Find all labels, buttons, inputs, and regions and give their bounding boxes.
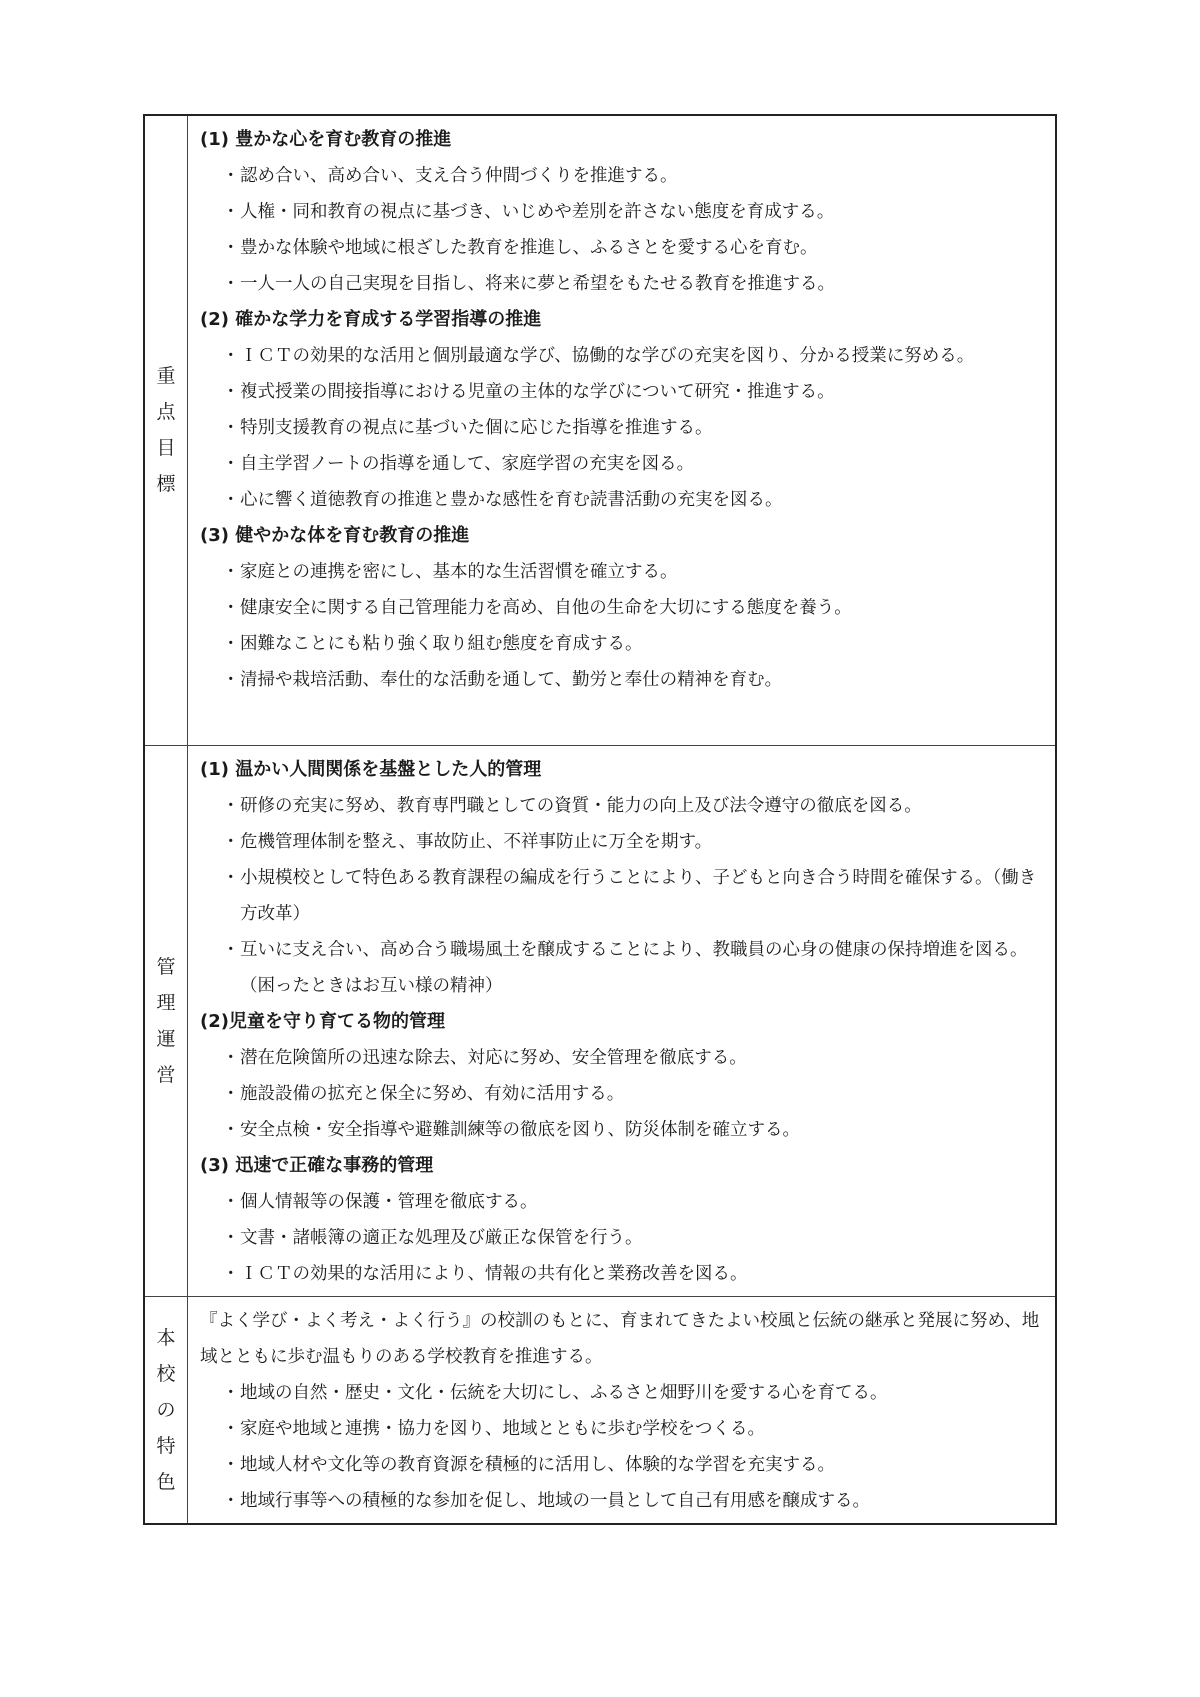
section-row-priority-goals — [144, 115, 1056, 745]
list-item: ・家庭や地域と連携・協力を図り、地域とともに歩む学校をつくる。 — [222, 1418, 765, 1439]
list-item: ・個人情報等の保護・管理を徹底する。 — [222, 1191, 538, 1212]
group-heading: (3) 健やかな体を育む教育の推進 — [200, 525, 470, 546]
list-item: ・認め合い、高め合い、支え合う仲間づくりを推進する。 — [222, 166, 678, 186]
list-item: ・特別支援教育の視点に基づいた個に応じた指導を推進する。 — [222, 418, 713, 438]
list-item: ・困難なことにも粘り強く取り組む態度を育成する。 — [222, 634, 643, 654]
label-char: 目 — [156, 437, 176, 460]
section-content-priority-goals — [188, 115, 1057, 745]
list-item: ・地域の自然・歴史・文化・伝統を大切にし、ふるさと畑野川を愛する心を育てる。 — [222, 1382, 888, 1403]
list-item: ・安全点検・安全指導や避難訓練等の徹底を図り、防災体制を確立する。 — [222, 1119, 800, 1140]
list-item: ・地域行事等への積極的な参加を促し、地域の一員として自己有用感を醸成する。 — [222, 1490, 870, 1511]
list-item: ・心に響く道徳教育の推進と豊かな感性を育む読書活動の充実を図る。 — [222, 490, 783, 510]
label-char: 本 — [156, 1326, 176, 1349]
section-row-management — [144, 745, 1056, 1296]
label-char: 校 — [156, 1362, 176, 1385]
label-char: 特 — [156, 1434, 176, 1457]
list-item: ・潜在危険箇所の迅速な除去、対応に努め、安全管理を徹底する。 — [222, 1047, 747, 1068]
section-row-school-features — [144, 1296, 1056, 1524]
section-content-management — [188, 745, 1057, 1296]
group-heading: (1) 温かい人間関係を基盤とした人的管理 — [200, 758, 542, 780]
group-heading: (2)児童を守り育てる物的管理 — [200, 1010, 445, 1032]
group-heading: (3) 迅速で正確な事務的管理 — [200, 1154, 434, 1176]
group-heading: (1) 豊かな心を育む教育の推進 — [200, 129, 452, 150]
list-item: ・小規模校として特色ある教育課程の編成を行うことにより、子どもと向き合う時間を確保する。（働き方改革） — [222, 867, 1037, 924]
list-item: ・互いに支え合い、高め合う職場風土を醸成することにより、教職員の心身の健康の保持増進を図る。（困ったときはお互い様の精神） — [222, 939, 1028, 996]
list-item: ・複式授業の間接指導における児童の主体的な学びについて研究・推進する。 — [222, 382, 835, 402]
list-item: ・一人一人の自己実現を目指し、将来に夢と希望をもたせる教育を推進する。 — [222, 274, 835, 294]
list-item: ・危機管理体制を整え、事故防止、不祥事防止に万全を期す。 — [222, 831, 713, 852]
section-label-priority-goals — [144, 115, 188, 745]
list-item: ・自主学習ノートの指導を通して、家庭学習の充実を図る。 — [222, 454, 695, 474]
section-label-management — [144, 745, 188, 1296]
label-char: 点 — [156, 401, 176, 424]
label-char: の — [156, 1398, 176, 1421]
list-item: ・研修の充実に努め、教育専門職としての資質・能力の向上及び法令遵守の徹底を図る。 — [222, 795, 922, 816]
label-char: 理 — [156, 991, 176, 1014]
school-plan-table — [143, 114, 1057, 1525]
list-item: ・人権・同和教育の視点に基づき、いじめや差別を許さない態度を育成する。 — [222, 202, 835, 222]
section-content-school-features — [188, 1296, 1057, 1524]
section-label-school-features — [144, 1296, 188, 1524]
group-heading: (2) 確かな学力を育成する学習指導の推進 — [200, 309, 542, 330]
list-item: ・清掃や栽培活動、奉仕的な活動を通して、勤労と奉仕の精神を育む。 — [222, 670, 783, 690]
list-item: ・文書・諸帳簿の適正な処理及び厳正な保管を行う。 — [222, 1227, 643, 1248]
label-char: 標 — [156, 473, 176, 496]
list-item: ・地域人材や文化等の教育資源を積極的に活用し、体験的な学習を充実する。 — [222, 1454, 835, 1475]
list-item: ・豊かな体験や地域に根ざした教育を推進し、ふるさとを愛する心を育む。 — [222, 238, 818, 258]
list-item: ・ＩＣＴの効果的な活用と個別最適な学び、協働的な学びの充実を図り、分かる授業に努める。 — [222, 346, 975, 366]
list-item: ・ＩＣＴの効果的な活用により、情報の共有化と業務改善を図る。 — [222, 1263, 748, 1284]
intro-paragraph: 『よく学び・よく考え・よく行う』の校訓のもとに、育まれてきたよい校風と伝統の継承と発展に努め、地域とともに歩む温もりのある学校教育を推進する。 — [200, 1310, 1040, 1367]
label-char: 重 — [156, 365, 176, 388]
label-char: 営 — [156, 1063, 176, 1086]
label-char: 管 — [156, 955, 176, 978]
list-item: ・施設設備の拡充と保全に努め、有効に活用する。 — [222, 1083, 625, 1104]
list-item: ・家庭との連携を密にし、基本的な生活習慣を確立する。 — [222, 562, 678, 582]
label-char: 運 — [156, 1027, 176, 1050]
list-item: ・健康安全に関する自己管理能力を高め、自他の生命を大切にする態度を養う。 — [222, 598, 852, 618]
label-char: 色 — [156, 1470, 176, 1493]
